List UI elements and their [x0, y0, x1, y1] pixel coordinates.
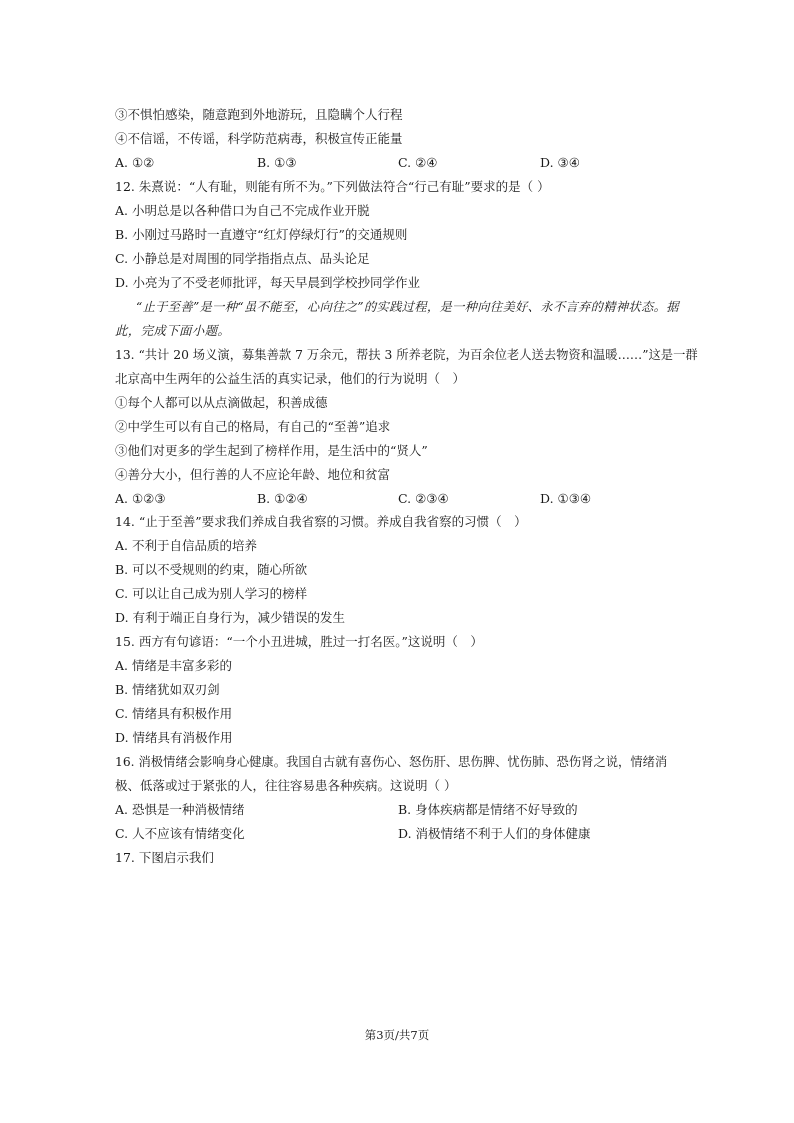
q12-option-b: B. 小刚过马路时一直遵守“红灯停绿灯行”的交通规则 [115, 227, 408, 242]
q13-item-3: ③他们对更多的学生起到了榜样作用，是生活中的“贤人” [115, 443, 428, 458]
q13-item-1: ①每个人都可以从点滴做起，积善成德 [115, 395, 328, 410]
q13-option-d: D. ①③④ [540, 491, 592, 506]
page-number-footer: 第3页/共7页 [364, 1028, 430, 1042]
q16-stem-1: 16. 消极情绪会影响身心健康。我国自古就有喜伤心、怒伤肝、思伤脾、忧伤肺、恐伤肾之说，情绪消 [115, 755, 668, 769]
q11-option-d: D. ③④ [540, 155, 580, 170]
q11-option-c: C. ②④ [398, 155, 438, 170]
q13-item-2: ②中学生可以有自己的格局，有自己的“至善”追求 [115, 419, 391, 434]
q12-option-d: D. 小亮为了不受老师批评，每天早晨到学校抄同学作业 [115, 275, 421, 290]
q14-option-b: B. 可以不受规则的约束，随心所欲 [115, 562, 308, 577]
q16-option-b: B. 身体疾病都是情绪不好导致的 [398, 802, 578, 817]
q14-option-c: C. 可以让自己成为别人学习的榜样 [115, 586, 308, 601]
q11-option-b: B. ①③ [257, 155, 297, 170]
q15-option-b: B. 情绪犹如双刃剑 [115, 682, 220, 697]
q12-option-a: A. 小明总是以各种借口为自己不完成作业开脱 [115, 203, 370, 218]
q14-option-a: A. 不利于自信品质的培养 [115, 538, 257, 553]
q13-stem-1: 13. “共计 20 场义演，募集善款 7 万余元，帮扶 3 所养老院，为百余位老人送去物资和温暖……”这是一群 [115, 348, 698, 362]
q13-item-4: ④善分大小，但行善的人不应论年龄、地位和贫富 [115, 467, 391, 482]
q15-stem: 15. 西方有句谚语：“一个小丑进城，胜过一打名医。”这说明（ ） [115, 634, 483, 649]
q12-stem: 12. 朱熹说：“人有耻，则能有所不为。”下列做法符合“行己有耻”要求的是（ ） [115, 179, 550, 194]
q16-option-d: D. 消极情绪不利于人们的身体健康 [398, 826, 591, 841]
q17-stem: 17. 下图启示我们 [115, 850, 214, 865]
q11-item-3: ③不惧怕感染，随意跑到外地游玩，且隐瞒个人行程 [115, 107, 403, 122]
q15-option-a: A. 情绪是丰富多彩的 [115, 658, 232, 673]
q13-option-a: A. ①②③ [115, 491, 166, 506]
q12-option-c: C. 小静总是对周围的同学指指点点、品头论足 [115, 251, 370, 266]
q14-stem: 14. “止于至善”要求我们养成自我省察的习惯。养成自我省察的习惯（ ） [115, 514, 527, 529]
q13-option-c: C. ②③④ [398, 491, 449, 506]
q16-stem-2: 极、低落或过于紧张的人，往往容易患各种疾病。这说明（ ） [115, 778, 457, 793]
passage-line-1: “止于至善”是一种“虽不能至，心向往之”的实践过程，是一种向往美好、永不言弃的精神状态。据 [136, 300, 679, 314]
q15-option-d: D. 情绪具有消极作用 [115, 730, 233, 745]
q14-option-d: D. 有利于端正自身行为，减少错误的发生 [115, 610, 346, 625]
q15-option-c: C. 情绪具有积极作用 [115, 706, 233, 721]
q13-option-b: B. ①②④ [257, 491, 308, 506]
q16-option-a: A. 恐惧是一种消极情绪 [115, 802, 245, 817]
passage-line-2: 此，完成下面小题。 [115, 323, 231, 338]
q16-option-c: C. 人不应该有情绪变化 [115, 826, 245, 841]
q11-item-4: ④不信谣，不传谣，科学防范病毒，积极宣传正能量 [115, 131, 403, 146]
q13-stem-2: 北京高中生两年的公益生活的真实记录，他们的行为说明（ ） [115, 371, 466, 386]
q11-option-a: A. ①② [115, 155, 155, 170]
